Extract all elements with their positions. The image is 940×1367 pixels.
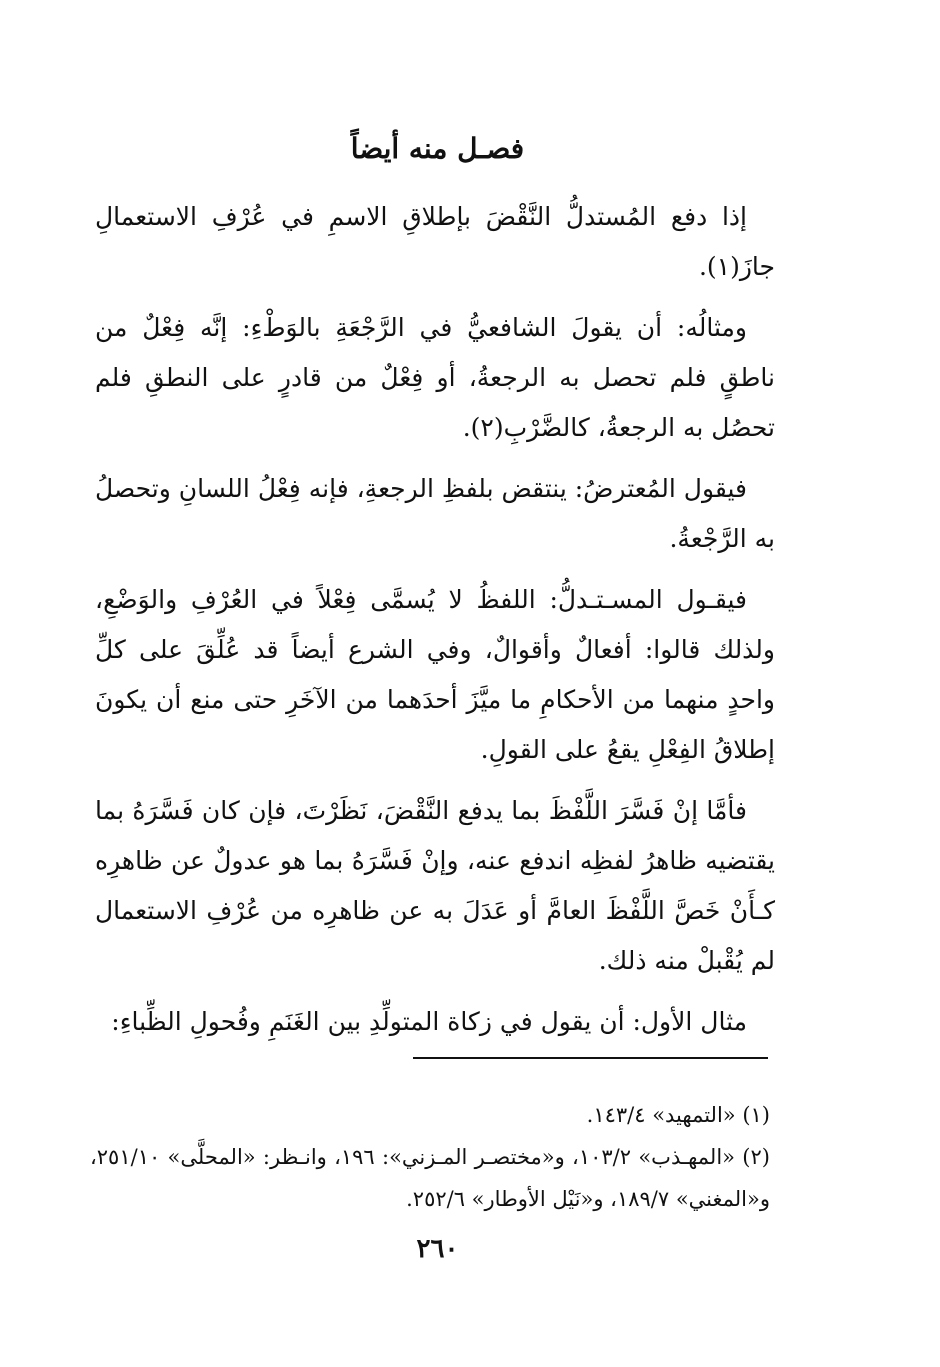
paragraph-6: مثال الأول: أن يقول في زكاة المتولِّدِ بين الغَنَمِ وفُحولِ الظِّباءِ: (111, 1007, 747, 1036)
footnote-1: (١) «التمهيد» ١٤٣/٤. (586, 1103, 770, 1127)
paragraph-3: فيقول المُعترضُ: ينتقض بلفظِ الرجعةِ، فإنه فِعْلُ اللسانِ وتحصلُ به الرَّجْعةُ. (95, 474, 775, 553)
paragraph-4: فيقـول المسـتـدلُّ: اللفظُ لا يُسمَّى فِعْلاً في العُرْفِ والوَضْعِ، ولذلك قالوا: أفعالٌ وأقوالٌ، وفي الشرع أيضاً قد عُلِّقَ على كلِّ واحدٍ منهما من الأحكامِ ما ميَّزَ أحدَهما من الآخَرِ حتى منع أن يكونَ إطلاقُ الفِعْلِ يقعُ على القولِ. (95, 585, 775, 764)
footnotes (90, 1094, 770, 1220)
section-heading: فصـل منه أيضاً (350, 132, 525, 165)
paragraph-5: فأمَّا إنْ فَسَّرَ اللَّفْظَ بما يدفع النَّقْضَ، نَظَرْتَ، فإن كان فَسَّرَهُ بما يقتضيه ظاهرُ لفظِه اندفع عنه، وإنْ فَسَّرَهُ بما هو عدولٌ عن ظاهرِه كـأَنْ خَصَّ اللَّفْظَ العامَّ أو عَدَلَ به عن ظاهرِه من عُرْفِ الاستعمال لم يُقْبلْ منه ذلك. (95, 796, 775, 975)
paragraph-2: ومثالُه: أن يقولَ الشافعيُّ في الرَّجْعَةِ بالوَطْءِ: إنَّه فِعْلٌ من ناطقٍ فلم تحصل به الرجعةُ، أو فِعْلٌ من قادرٍ على النطقِ فلم تحصُل به الرجعةُ، كالضَّرْبِ(٢). (95, 313, 775, 442)
footnote-2: (٢) «المهـذب» ١٠٣/٢، و«مختصـر المـزني»: ١٩٦، وانـظر: «المحلَّى» ٢٥١/١٠، و«المغني» ١٨٩/٧، و«نَيْل الأوطار» ٢٥٢/٦. (90, 1145, 770, 1211)
page-number: ٢٦٠ (416, 1234, 459, 1264)
paragraph-1: إذا دفع المُستدلُّ النَّقْضَ بإطلاقِ الاسمِ في عُرْفِ الاستعمالِ جازَ(١). (95, 202, 775, 281)
footnote-divider (413, 1057, 768, 1059)
main-text (95, 192, 775, 1058)
